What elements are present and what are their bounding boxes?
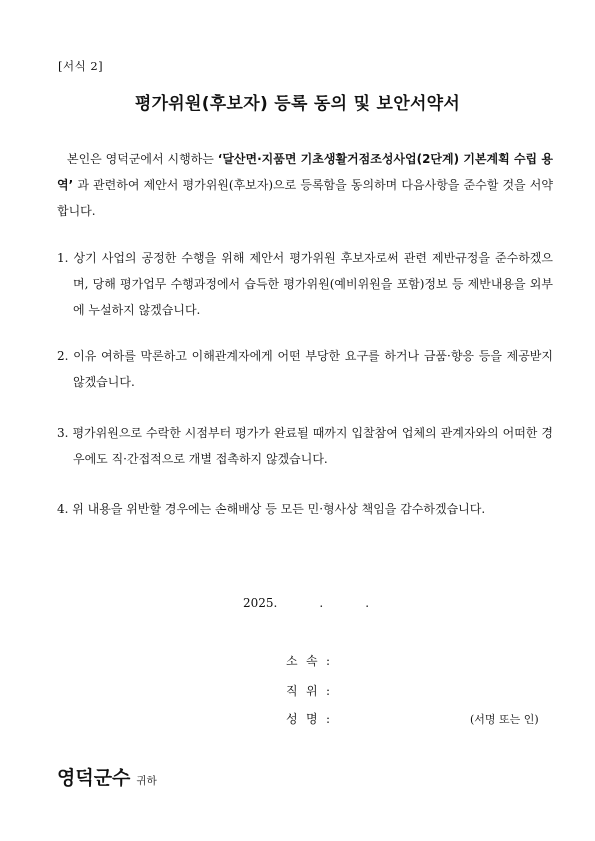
addressee xyxy=(57,763,157,790)
position-colon: : xyxy=(326,684,331,698)
project-name: ‘달산면·지품면 기초생활거점조성사업(2단계) 기본계획 수립 용역’ xyxy=(57,152,553,192)
position-label-2: 위 xyxy=(306,684,318,698)
affiliation-colon: : xyxy=(326,654,331,668)
signing-date xyxy=(243,596,369,610)
position-row xyxy=(286,682,330,699)
date-year: 2025. xyxy=(243,596,278,610)
intro-prefix: 본인은 영덕군에서 시행하는 xyxy=(67,152,218,166)
clause-4: 4. 위 내용을 위반할 경우에는 손해배상 등 모든 민·형사상 책임을 감수하겠습니다. xyxy=(57,502,486,516)
clause-2: 2. 이유 여하를 막론하고 이해관계자에게 어떤 부당한 요구를 하거나 금품·향응 등을 제공받지 않겠습니다. xyxy=(57,349,553,389)
affiliation-label-1: 소 xyxy=(286,654,298,668)
addressee-honorific: 귀하 xyxy=(136,775,157,787)
addressee-name: 영덕군수 xyxy=(57,767,131,789)
name-label-2: 명 xyxy=(306,712,318,726)
affiliation-row xyxy=(286,652,330,669)
date-month-dot: . xyxy=(319,596,324,610)
date-day-dot: . xyxy=(365,596,370,610)
intro-paragraph xyxy=(57,146,553,224)
clause-3: 3. 평가위원으로 수락한 시점부터 평가가 완료될 때까지 입찰참여 업체의 관계자와의 어떠한 경우에도 직·간접적으로 개별 접촉하지 않겠습니다. xyxy=(57,426,553,466)
form-number-label: [서식 2] xyxy=(58,59,104,73)
signature-note: (서명 또는 인) xyxy=(470,713,539,726)
clause-1: 1. 상기 사업의 공정한 수행을 위해 제안서 평가위원 후보자로써 관련 제반규정을 준수하겠으며, 당해 평가업무 수행과정에서 습득한 평가위원(예비위원을 포함)정보 등 제반내용을 외부에 누설하지 않겠습니다. xyxy=(57,251,553,317)
position-label-1: 직 xyxy=(286,684,298,698)
name-row xyxy=(286,710,330,727)
intro-suffix: 과 관련하여 제안서 평가위원(후보자)으로 등록함을 동의하며 다음사항을 준수할 것을 서약합니다. xyxy=(57,178,553,218)
name-label-1: 성 xyxy=(286,712,298,726)
affiliation-label-2: 속 xyxy=(306,654,318,668)
document-title: 평가위원(후보자) 등록 동의 및 보안서약서 xyxy=(134,94,461,114)
name-colon: : xyxy=(326,712,331,726)
